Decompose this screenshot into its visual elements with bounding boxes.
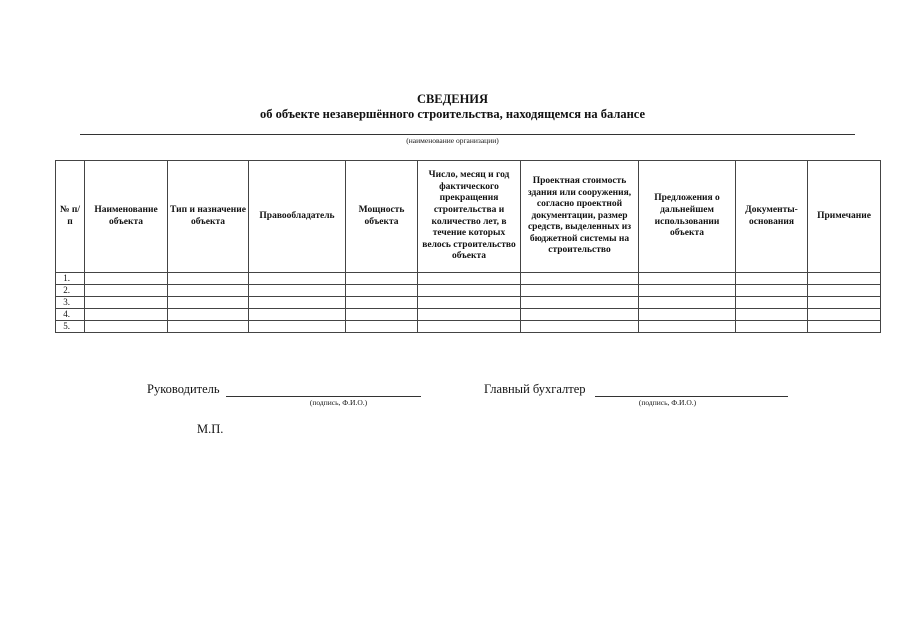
table-cell[interactable]: [346, 321, 418, 333]
accountant-signature-line[interactable]: [595, 396, 788, 397]
table-cell[interactable]: [736, 285, 808, 297]
row-number: 3.: [56, 297, 85, 309]
header-project-cost: Проектная стоимость здания или сооружения, согласно проектной документации, размер средств, выделенных из бюджетной системы на строительство: [521, 161, 639, 273]
stamp-place-label: М.П.: [197, 422, 224, 436]
table-cell[interactable]: [85, 285, 168, 297]
row-number: 1.: [56, 273, 85, 285]
table-cell[interactable]: [639, 297, 736, 309]
table-cell[interactable]: [168, 273, 249, 285]
table-cell[interactable]: [168, 285, 249, 297]
row-number: 5.: [56, 321, 85, 333]
table-cell[interactable]: [168, 321, 249, 333]
table-cell[interactable]: [249, 309, 346, 321]
table-cell[interactable]: [249, 321, 346, 333]
document-title: СВЕДЕНИЯ: [416, 92, 489, 106]
head-signature-line[interactable]: [226, 396, 421, 397]
table-cell[interactable]: [736, 321, 808, 333]
table-cell[interactable]: [346, 309, 418, 321]
objects-table: [55, 160, 881, 333]
table-cell[interactable]: [808, 297, 881, 309]
table-cell[interactable]: [808, 309, 881, 321]
table-cell[interactable]: [418, 285, 521, 297]
table-row: [56, 285, 881, 297]
table-cell[interactable]: [418, 297, 521, 309]
header-object-type: Тип и назначение объекта: [168, 161, 249, 273]
table-cell[interactable]: [418, 273, 521, 285]
table-row: [56, 273, 881, 285]
table-row: [56, 321, 881, 333]
table-row: [56, 297, 881, 309]
header-usage-proposals: Предложения о дальнейшем использовании объекта: [639, 161, 736, 273]
row-number: 2.: [56, 285, 85, 297]
header-object-name: Наименование объекта: [85, 161, 168, 273]
table-cell[interactable]: [521, 309, 639, 321]
header-construction-stop-date: Число, месяц и год фактического прекращения строительства и количество лет, в течение которых велось строительство объекта: [418, 161, 521, 273]
table-cell[interactable]: [346, 297, 418, 309]
header-documents: Документы-основания: [736, 161, 808, 273]
table-cell[interactable]: [808, 285, 881, 297]
accountant-signature-caption: (подпись, Ф.И.О.): [638, 398, 697, 407]
header-number: № п/п: [56, 161, 85, 273]
table-cell[interactable]: [85, 321, 168, 333]
organization-name-line[interactable]: [80, 134, 855, 135]
row-number: 4.: [56, 309, 85, 321]
table-cell[interactable]: [418, 309, 521, 321]
head-signature-caption: (подпись, Ф.И.О.): [309, 398, 368, 407]
table-cell[interactable]: [346, 273, 418, 285]
table-cell[interactable]: [85, 273, 168, 285]
table-cell[interactable]: [249, 273, 346, 285]
table-cell[interactable]: [346, 285, 418, 297]
table-cell[interactable]: [639, 285, 736, 297]
head-label: Руководитель: [147, 382, 220, 396]
table-cell[interactable]: [168, 309, 249, 321]
table-cell[interactable]: [639, 321, 736, 333]
table-cell[interactable]: [736, 273, 808, 285]
table-cell[interactable]: [521, 273, 639, 285]
table-row: [56, 309, 881, 321]
table-cell[interactable]: [168, 297, 249, 309]
table-cell[interactable]: [521, 321, 639, 333]
table-cell[interactable]: [639, 309, 736, 321]
organization-caption: (наименование организации): [406, 136, 499, 145]
table-cell[interactable]: [249, 285, 346, 297]
table-cell[interactable]: [736, 297, 808, 309]
table-cell[interactable]: [85, 309, 168, 321]
table-cell[interactable]: [808, 321, 881, 333]
table-cell[interactable]: [418, 321, 521, 333]
table-cell[interactable]: [521, 285, 639, 297]
table-cell[interactable]: [639, 273, 736, 285]
table-cell[interactable]: [85, 297, 168, 309]
table-cell[interactable]: [808, 273, 881, 285]
table-cell[interactable]: [736, 309, 808, 321]
accountant-label: Главный бухгалтер: [484, 382, 586, 396]
table-cell[interactable]: [249, 297, 346, 309]
header-notes: Примечание: [808, 161, 881, 273]
table-header-row: [56, 161, 881, 273]
header-owner: Правообладатель: [249, 161, 346, 273]
table-cell[interactable]: [521, 297, 639, 309]
document-subtitle: об объекте незавершённого строительства, находящемся на балансе: [259, 107, 646, 121]
header-capacity: Мощность объекта: [346, 161, 418, 273]
